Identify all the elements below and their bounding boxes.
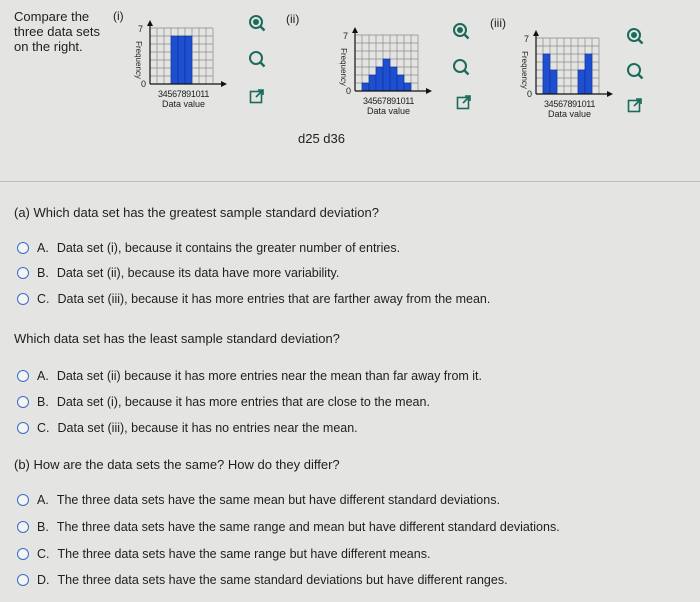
option-letter: A. bbox=[37, 369, 49, 383]
y-max-label: 7 bbox=[523, 34, 529, 44]
option-text: Data set (ii), because its data have more variability. bbox=[56, 266, 340, 280]
part-a2-option-b[interactable] bbox=[17, 395, 430, 409]
x-axis-arrow bbox=[607, 91, 613, 97]
x-axis-label: Data value bbox=[161, 99, 206, 109]
part-a-option-a[interactable] bbox=[17, 241, 400, 255]
part-a2-option-a[interactable] bbox=[17, 369, 482, 383]
x-tick-labels: 34567891011 bbox=[157, 89, 210, 99]
y-axis-label: Frequency bbox=[520, 51, 529, 89]
option-letter: D. bbox=[37, 573, 50, 587]
option-text: The three data sets have the same range but have different means. bbox=[57, 547, 431, 561]
part-b-question: (b) How are the data sets the same? How do they differ? bbox=[14, 457, 340, 472]
question-ids: d25 d36 bbox=[298, 131, 345, 146]
radio-button[interactable] bbox=[17, 422, 29, 434]
part-b-option-b[interactable] bbox=[17, 520, 560, 534]
histogram-bar bbox=[362, 83, 369, 91]
histogram-bar bbox=[171, 36, 178, 84]
option-letter: A. bbox=[37, 493, 49, 507]
y-max-label: 7 bbox=[137, 24, 143, 34]
panel-label-i: (i) bbox=[113, 9, 124, 23]
expand-icon[interactable] bbox=[626, 96, 644, 114]
histogram-bar bbox=[578, 70, 585, 94]
option-letter: C. bbox=[37, 547, 50, 561]
histogram-bar bbox=[390, 67, 397, 91]
zoom-out-icon[interactable] bbox=[626, 62, 644, 80]
option-text: The three data sets have the same standard deviations but have different ranges. bbox=[57, 573, 508, 587]
histogram-bar bbox=[397, 75, 404, 91]
option-letter: B. bbox=[37, 266, 49, 280]
x-axis-label: Data value bbox=[366, 106, 411, 116]
panel-label-ii: (ii) bbox=[286, 12, 300, 26]
x-tick-labels: 34567891011 bbox=[362, 96, 415, 106]
histogram-i bbox=[120, 20, 240, 115]
y-zero-label: 0 bbox=[526, 89, 532, 99]
histogram-bar bbox=[404, 83, 411, 91]
y-zero-label: 0 bbox=[345, 86, 351, 96]
part-a-question: (a) Which data set has the greatest sample standard deviation? bbox=[14, 205, 379, 220]
histogram-bar bbox=[185, 36, 192, 84]
radio-button[interactable] bbox=[17, 494, 29, 506]
option-text: Data set (ii) because it has more entries near the mean than far away from it. bbox=[56, 369, 483, 383]
radio-button[interactable] bbox=[17, 548, 29, 560]
option-text: Data set (iii), because it has more entries that are farther away from the mean. bbox=[57, 292, 491, 306]
radio-button[interactable] bbox=[17, 574, 29, 586]
divider bbox=[0, 181, 700, 182]
zoom-in-icon[interactable] bbox=[248, 14, 266, 32]
histogram-bar bbox=[585, 54, 592, 94]
x-axis-label: Data value bbox=[547, 109, 592, 119]
expand-icon[interactable] bbox=[248, 87, 266, 105]
panel-label-iii: (iii) bbox=[490, 16, 506, 30]
histogram-bar bbox=[550, 70, 557, 94]
histogram-svg bbox=[325, 27, 445, 122]
option-text: Data set (iii), because it has no entries near the mean. bbox=[57, 421, 358, 435]
option-text: The three data sets have the same range and mean but have different standard deviations. bbox=[56, 520, 560, 534]
histogram-iii bbox=[506, 30, 626, 125]
y-max-label: 7 bbox=[342, 31, 348, 41]
histogram-bar bbox=[383, 59, 390, 91]
y-zero-label: 0 bbox=[140, 79, 146, 89]
histogram-ii bbox=[325, 27, 445, 122]
histogram-svg bbox=[120, 20, 240, 115]
radio-button[interactable] bbox=[17, 396, 29, 408]
histogram-bar bbox=[369, 75, 376, 91]
radio-button[interactable] bbox=[17, 293, 29, 305]
part-b-option-c[interactable] bbox=[17, 547, 430, 561]
option-text: The three data sets have the same mean but have different standard deviations. bbox=[56, 493, 500, 507]
zoom-in-icon[interactable] bbox=[626, 27, 644, 45]
y-axis-arrow bbox=[533, 30, 539, 36]
option-text: Data set (i), because it contains the greater number of entries. bbox=[56, 241, 401, 255]
part-a-option-b[interactable] bbox=[17, 266, 339, 280]
histogram-bar bbox=[178, 36, 185, 84]
prompt-text: Compare the three data sets on the right. bbox=[14, 9, 100, 54]
x-axis-arrow bbox=[426, 88, 432, 94]
histogram-svg bbox=[506, 30, 626, 125]
y-axis-arrow bbox=[147, 20, 153, 26]
x-axis-arrow bbox=[221, 81, 227, 87]
option-letter: C. bbox=[37, 421, 50, 435]
part-a-option-c[interactable] bbox=[17, 292, 490, 306]
option-letter: B. bbox=[37, 520, 49, 534]
y-axis-label: Frequency bbox=[339, 48, 348, 86]
option-letter: B. bbox=[37, 395, 49, 409]
zoom-in-icon[interactable] bbox=[452, 22, 470, 40]
expand-icon[interactable] bbox=[455, 93, 473, 111]
radio-button[interactable] bbox=[17, 242, 29, 254]
zoom-out-icon[interactable] bbox=[248, 50, 266, 68]
radio-button[interactable] bbox=[17, 267, 29, 279]
option-letter: C. bbox=[37, 292, 50, 306]
zoom-out-icon[interactable] bbox=[452, 58, 470, 76]
option-text: Data set (i), because it has more entries that are close to the mean. bbox=[56, 395, 430, 409]
histogram-bar bbox=[543, 54, 550, 94]
x-tick-labels: 34567891011 bbox=[543, 99, 596, 109]
y-axis-label: Frequency bbox=[134, 41, 143, 79]
radio-button[interactable] bbox=[17, 370, 29, 382]
part-a-question-2: Which data set has the least sample standard deviation? bbox=[14, 331, 340, 346]
part-a2-option-c[interactable] bbox=[17, 421, 358, 435]
option-letter: A. bbox=[37, 241, 49, 255]
y-axis-arrow bbox=[352, 27, 358, 33]
part-b-option-d[interactable] bbox=[17, 573, 508, 587]
histogram-bar bbox=[376, 67, 383, 91]
part-b-option-a[interactable] bbox=[17, 493, 500, 507]
radio-button[interactable] bbox=[17, 521, 29, 533]
